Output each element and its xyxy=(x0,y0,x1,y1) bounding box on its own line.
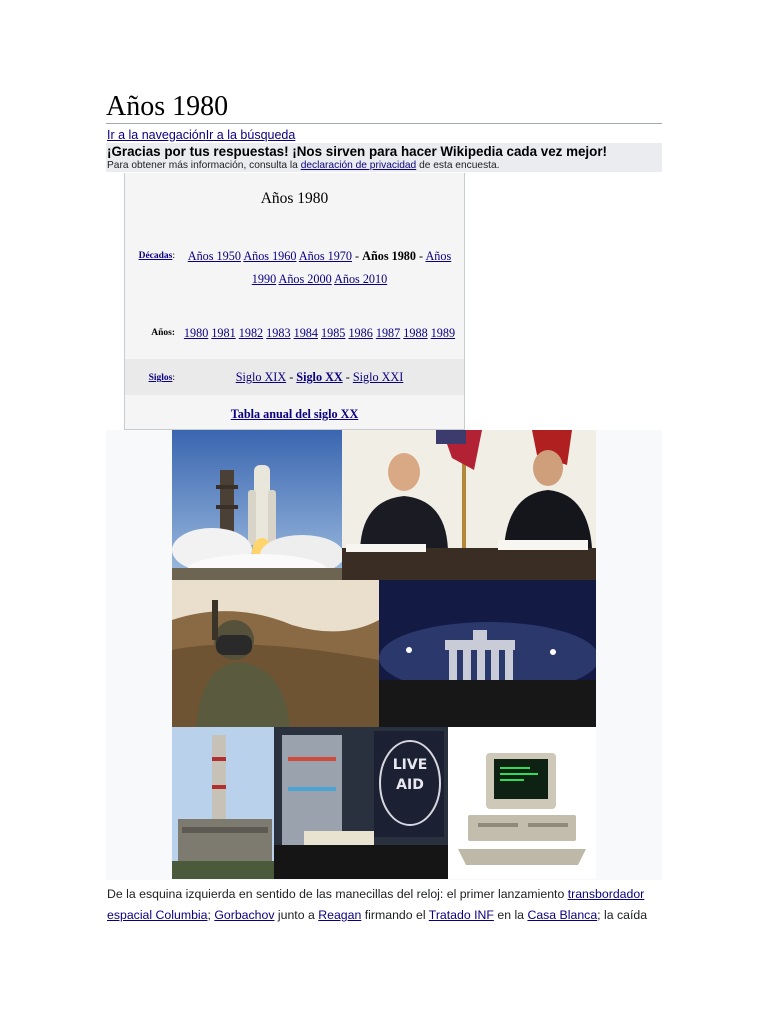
year-link-1984[interactable]: 1984 xyxy=(293,326,318,340)
privacy-note-suffix: de esta encuesta. xyxy=(419,160,500,171)
page-title: Años 1980 xyxy=(106,91,229,122)
century-link-xxi[interactable]: Siglo XXI xyxy=(352,370,404,384)
photo-live-aid-concert xyxy=(274,727,448,879)
years-label: Años xyxy=(151,328,172,338)
navbox-row-centuries xyxy=(125,359,464,395)
year-link-1980[interactable]: 1980 xyxy=(183,326,209,340)
century-link-xix[interactable]: Siglo XIX xyxy=(235,370,287,384)
navbox-row-years xyxy=(125,303,464,359)
caption-text-1: De la esquina izquierda en sentido de las manecillas del reloj: el primer lanzamiento xyxy=(107,887,568,901)
skip-to-navigation-link[interactable]: Ir a la navegación xyxy=(107,128,206,142)
navbox-footer xyxy=(125,407,464,422)
treaty-signing-image xyxy=(342,430,596,580)
photo-soldier-in-trench xyxy=(172,580,379,727)
personal-computer-image xyxy=(448,727,596,879)
decade-navbox xyxy=(124,173,465,430)
photo-space-shuttle-launch xyxy=(172,430,342,580)
gorbachov-link[interactable]: Gorbachov xyxy=(214,908,275,922)
photo-chernobyl-plant xyxy=(172,727,274,879)
centuries-label-link[interactable]: Siglos xyxy=(148,373,173,383)
navbox-decades-links: Años 1950 Años 1960 Años 1970 - Años 1980 - Años 1990 Años 2000 Años 2010 xyxy=(187,249,452,286)
photo-brandenburg-gate xyxy=(379,580,596,727)
navbox-centuries-links: Siglo XIX - Siglo XX - Siglo XXI xyxy=(235,370,404,384)
navbox-row-decades xyxy=(125,225,464,303)
photo-personal-computer xyxy=(448,727,596,879)
navbox-title: Años 1980 xyxy=(260,190,329,207)
live-aid-sign-line1: LIVE xyxy=(392,757,428,773)
caption-text-4: firmando el xyxy=(361,908,429,922)
privacy-note-prefix: Para obtener más información, consulta la xyxy=(107,160,298,171)
inf-treaty-link[interactable]: Tratado INF xyxy=(428,908,494,922)
century-link-xx[interactable]: Siglo XX xyxy=(296,370,343,384)
caption-text-5: en la xyxy=(493,908,528,922)
decade-link-1990-part2: 1990 xyxy=(251,272,277,286)
survey-banner xyxy=(106,143,662,172)
decade-link-1970[interactable]: Años 1970 xyxy=(298,249,352,263)
columbia-shuttle-link[interactable]: transbordador espacial Columbia xyxy=(107,887,645,922)
year-link-1987[interactable]: 1987 xyxy=(375,326,401,340)
year-link-1989[interactable]: 1989 xyxy=(430,326,456,340)
skip-to-search-link[interactable]: Ir a la búsqueda xyxy=(205,128,296,142)
survey-headline: ¡Gracias por tus respuestas! ¡Nos sirven para hacer Wikipedia cada vez mejor! xyxy=(107,144,607,159)
image-caption xyxy=(107,884,663,926)
brandenburg-gate-image xyxy=(379,580,596,727)
navbox-label-decades: Décadas: xyxy=(138,251,175,261)
soldier-image xyxy=(172,580,379,727)
annual-table-link[interactable]: Tabla anual del siglo XX xyxy=(230,407,359,421)
year-link-1983[interactable]: 1983 xyxy=(266,326,291,340)
navbox-label-centuries: Siglos: xyxy=(148,373,175,383)
current-decade: Años 1980 xyxy=(362,249,416,263)
chernobyl-image xyxy=(172,727,274,879)
events-collage xyxy=(172,430,596,879)
decade-link-1990-part1: Años xyxy=(425,249,452,263)
reagan-link[interactable]: Reagan xyxy=(318,908,362,922)
year-link-1986[interactable]: 1986 xyxy=(348,326,373,340)
jump-links xyxy=(107,127,295,143)
navbox-label-years: Años: xyxy=(151,328,175,338)
caption-text-3: junto a xyxy=(274,908,319,922)
live-aid-sign-line2: AID xyxy=(396,777,424,793)
white-house-link[interactable]: Casa Blanca xyxy=(527,908,598,922)
decade-link-1950[interactable]: Años 1950 xyxy=(187,249,241,263)
year-link-1981[interactable]: 1981 xyxy=(211,326,236,340)
navbox-years-links xyxy=(181,322,458,345)
year-link-1985[interactable]: 1985 xyxy=(321,326,346,340)
year-link-1988[interactable]: 1988 xyxy=(403,326,428,340)
survey-privacy-note xyxy=(107,160,500,172)
title-divider xyxy=(106,123,662,124)
privacy-declaration-link[interactable]: declaración de privacidad xyxy=(300,160,417,171)
photo-treaty-signing xyxy=(342,430,596,580)
decades-label-link[interactable]: Décadas xyxy=(138,251,173,261)
space-shuttle-launch-image xyxy=(172,430,342,580)
decade-link-2010[interactable]: Años 2010 xyxy=(334,272,388,286)
decade-link-1960[interactable]: Años 1960 xyxy=(243,249,297,263)
caption-text-2: ; xyxy=(207,908,215,922)
live-aid-concert-image xyxy=(274,727,448,879)
caption-text-6: ; la caída xyxy=(597,908,648,922)
year-link-1982[interactable]: 1982 xyxy=(238,326,264,340)
decade-link-2000[interactable]: Años 2000 xyxy=(278,272,332,286)
